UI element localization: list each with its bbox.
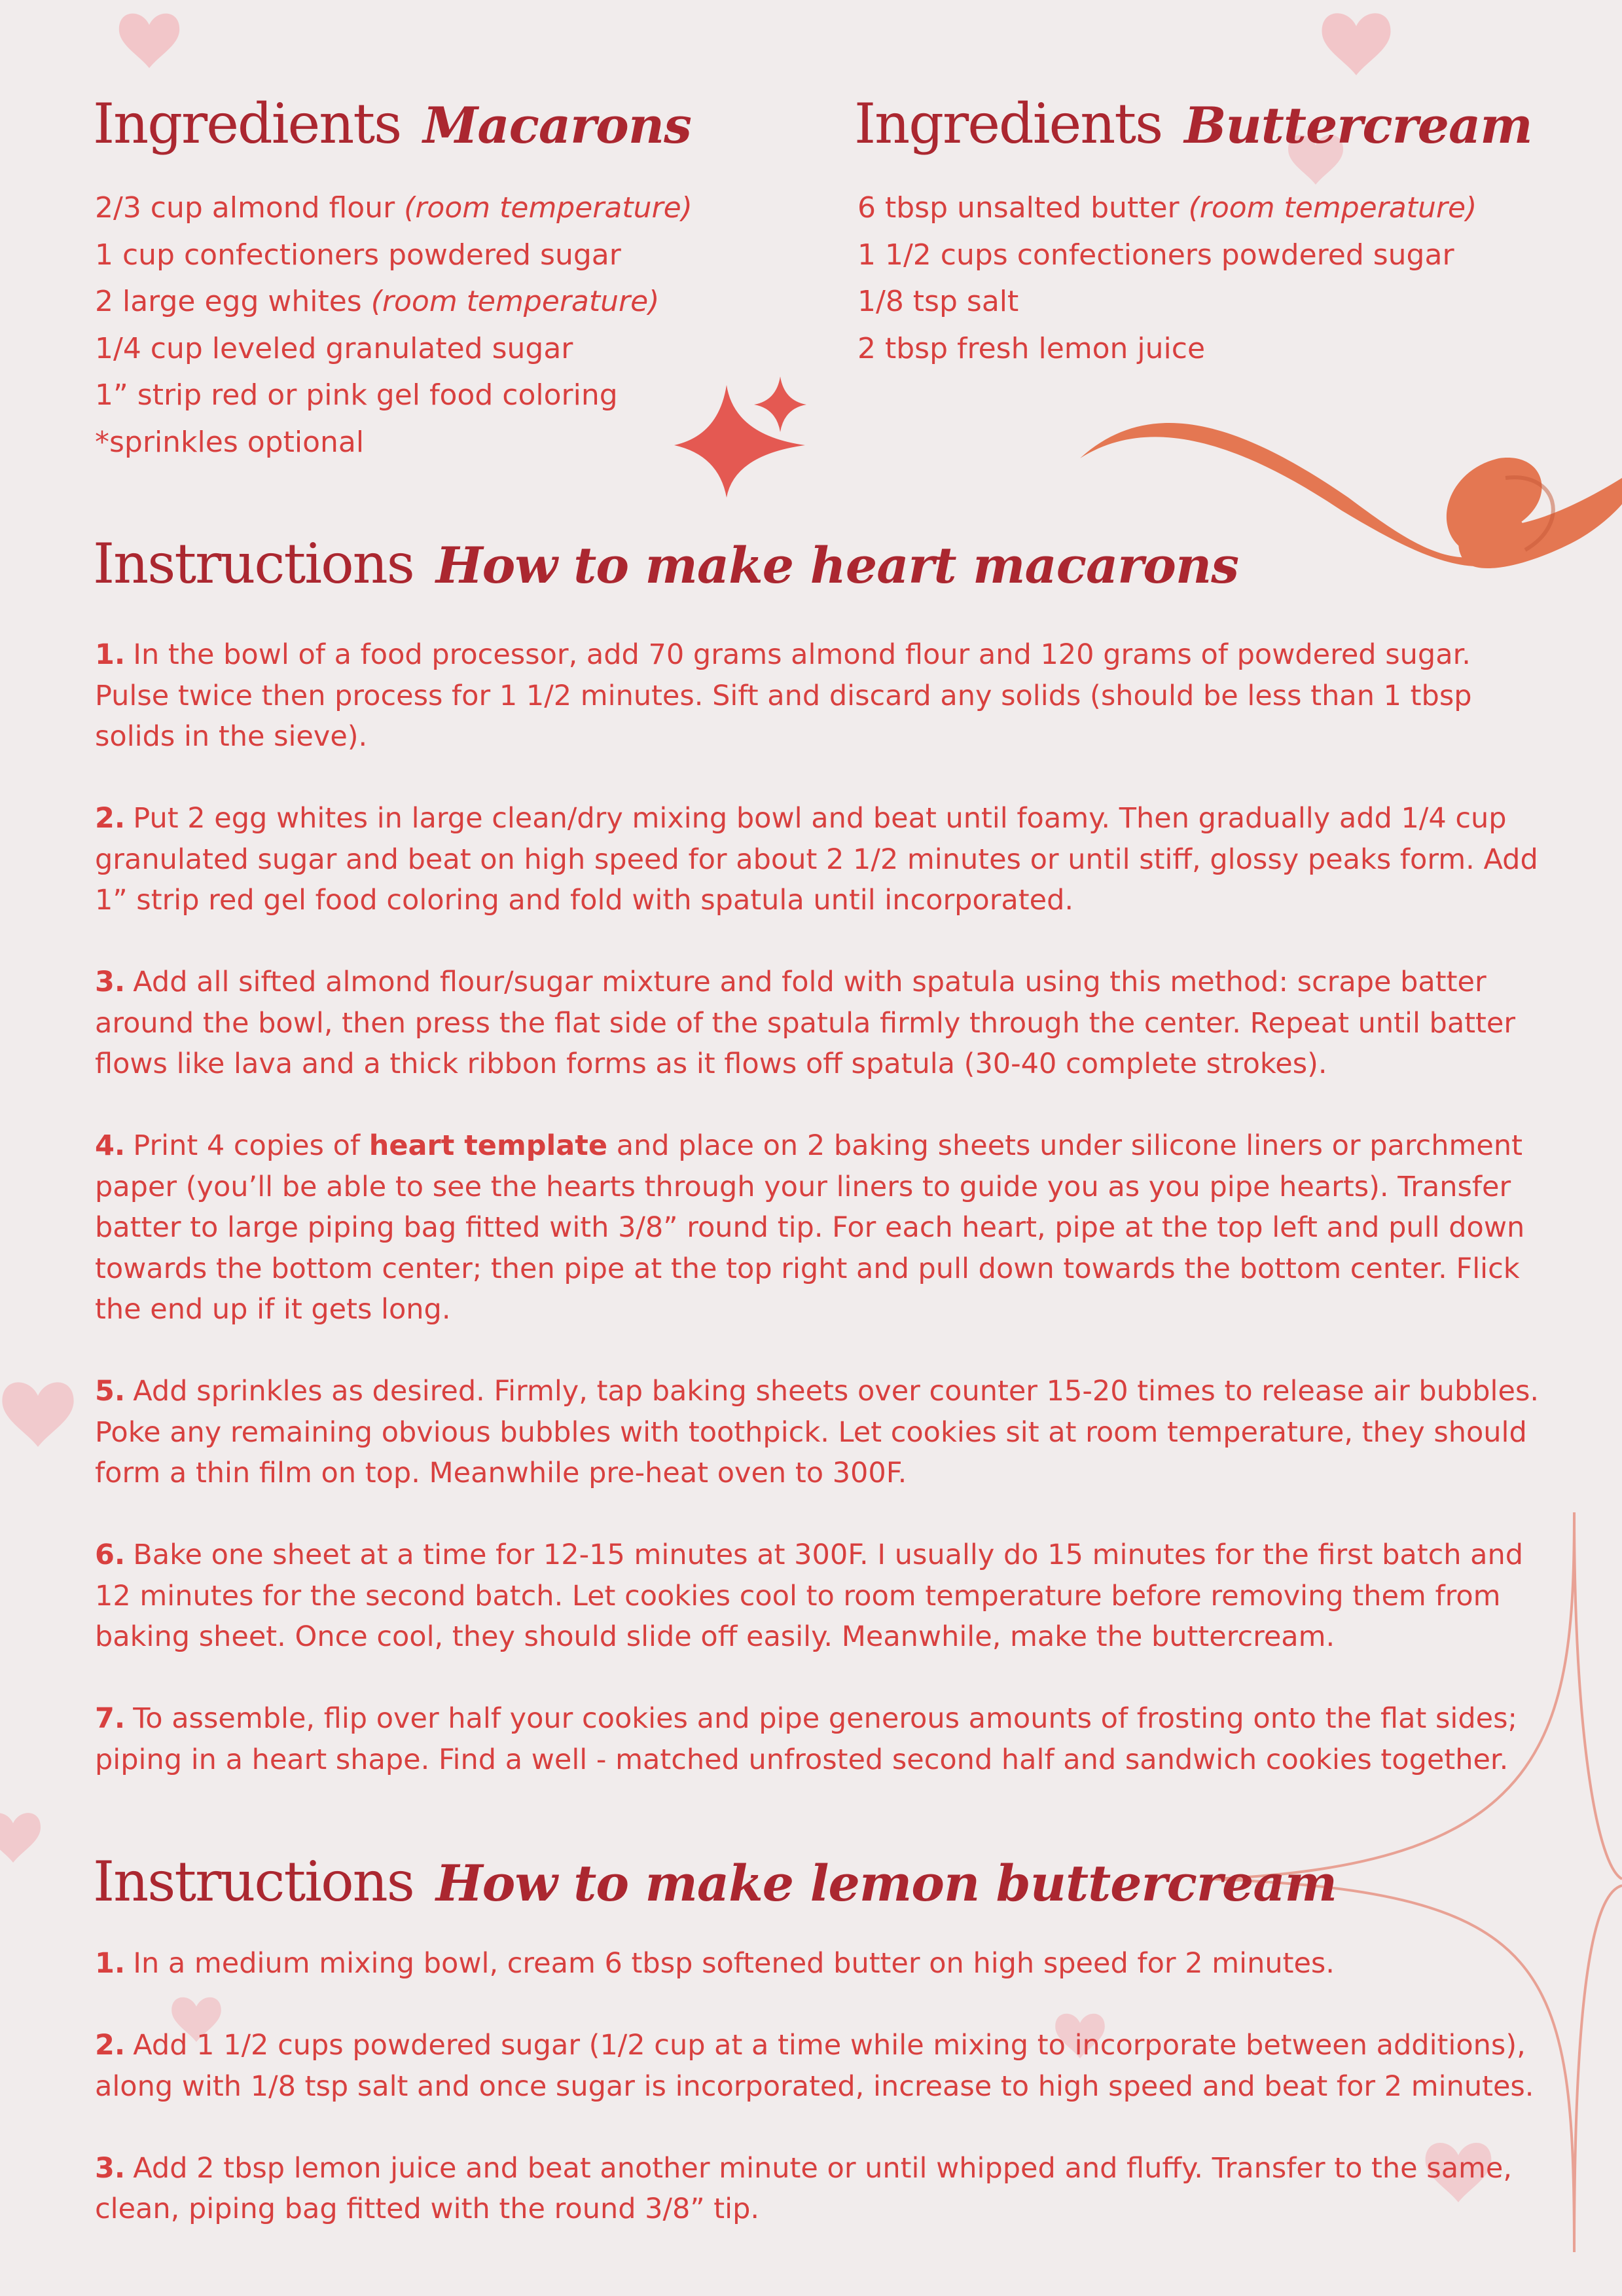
ingredient-item xyxy=(857,185,1477,232)
ingredient-item xyxy=(857,232,1477,279)
macarons-ingredient-list xyxy=(95,185,693,465)
buttercream-ingredients-title: Ingredients xyxy=(854,92,1162,156)
instruction-step xyxy=(95,798,1545,921)
step-text: Bake one sheet at a time for 12-15 minutes at 300F. I usually do 15 minutes for the first batch and 12 minutes for the second batch. Let cookies cool to room temperature before removing them from baking sheet. Once cool, they should slide off easily. Meanwhile, make the buttercream. xyxy=(95,1539,1524,1653)
step-number: 2. xyxy=(95,802,126,835)
ingredient-text: 2 large egg whites xyxy=(95,285,371,318)
instruction-step xyxy=(95,962,1545,1085)
step-number: 2. xyxy=(95,2029,126,2062)
buttercream-instructions-title: Instructions xyxy=(93,1850,414,1914)
instruction-step xyxy=(95,1943,1545,1984)
ingredient-text: 6 tbsp unsalted butter xyxy=(857,191,1189,225)
step-text: Add 2 tbsp lemon juice and beat another minute or until whipped and fluffy. Transfer to the same, clean, piping bag fitted with the round 3/8” tip. xyxy=(95,2151,1513,2225)
step-number: 1. xyxy=(95,638,126,671)
step-text: Add sprinkles as desired. Firmly, tap baking sheets over counter 15-20 times to release air bubbles. Poke any remaining obvious bubbles with toothpick. Let cookies sit at room temperature, they should form a thin film on top. Meanwhile pre-heat oven to 300F. xyxy=(95,1375,1540,1489)
heart-icon xyxy=(0,1813,41,1863)
ingredient-text: 2 tbsp fresh lemon juice xyxy=(857,331,1206,365)
step-text: To assemble, flip over half your cookies and pipe generous amounts of frosting onto the flat sides; piping in a heart shape. Find a well - matched unfrosted second half and sandwich cookies together. xyxy=(95,1702,1517,1776)
heart-icon xyxy=(119,14,179,68)
step-text: Put 2 egg whites in large clean/dry mixing bowl and beat until foamy. Then gradually add 1/4 cup granulated sugar and beat on high speed for about 2 1/2 minutes or until stiff, glossy peaks form. Add 1” strip red gel food coloring and fold with spatula until incorporated. xyxy=(95,802,1538,917)
ingredient-item xyxy=(95,325,693,373)
ingredient-text: 2/3 cup almond flour xyxy=(95,191,405,225)
macaron-instructions-title: Instructions xyxy=(93,532,414,596)
step-number: 3. xyxy=(95,966,126,998)
ingredient-text: 1” strip red or pink gel food coloring xyxy=(95,378,618,412)
macarons-ingredients-title: Ingredients xyxy=(93,92,401,156)
ingredient-item xyxy=(95,185,693,232)
instruction-step xyxy=(95,1535,1545,1658)
heart-template-link[interactable]: heart template xyxy=(369,1129,608,1162)
step-text: and place on 2 baking sheets under silicone liners or parchment paper (you’ll be able to see the hearts through your liners to guide you as you pipe hearts). Transfer batter to large piping bag fitted with 3/8” round tip. For each heart, pipe at the top left and pull down towards the bottom center; then pipe at the top right and pull down towards the bottom center. Flick the end up if it gets long. xyxy=(95,1129,1525,1326)
ingredient-text: 1/4 cup leveled granulated sugar xyxy=(95,331,573,365)
ingredient-text: 1 1/2 cups confectioners powdered sugar xyxy=(857,238,1454,272)
step-number: 4. xyxy=(95,1129,126,1162)
macaron-instructions-subtitle: How to make heart macarons xyxy=(435,536,1239,594)
instruction-step xyxy=(95,634,1545,757)
step-number: 5. xyxy=(95,1375,126,1408)
instruction-step xyxy=(95,1371,1545,1494)
buttercream-ingredients-subtitle: Buttercream xyxy=(1184,96,1532,155)
buttercream-steps xyxy=(95,1943,1545,2230)
ingredient-text: 1/8 tsp salt xyxy=(857,285,1019,318)
ingredient-note: (room temperature) xyxy=(1188,191,1477,225)
instruction-step xyxy=(95,2025,1545,2107)
buttercream-ingredients-heading xyxy=(854,92,1532,156)
step-number: 7. xyxy=(95,1702,126,1735)
ingredient-item xyxy=(95,278,693,325)
step-number: 3. xyxy=(95,2151,126,2185)
instruction-step xyxy=(95,1125,1545,1330)
step-text: Add 1 1/2 cups powdered sugar (1/2 cup at a time while mixing to incorporate between additions), along with 1/8 tsp salt and once sugar is incorporated, increase to high speed and beat for 2 minutes. xyxy=(95,2029,1534,2103)
ingredient-item xyxy=(95,372,693,419)
ingredient-item xyxy=(857,325,1477,373)
macarons-ingredients-heading xyxy=(93,92,691,156)
heart-icon xyxy=(2,1382,73,1447)
sparkle-icon xyxy=(754,376,806,432)
step-number: 6. xyxy=(95,1539,126,1571)
buttercream-ingredient-list xyxy=(857,185,1477,372)
ingredient-item xyxy=(95,232,693,279)
step-text: Print 4 copies of xyxy=(133,1129,369,1162)
step-text: Add all sifted almond flour/sugar mixture and fold with spatula using this method: scrape batter around the bowl, then press the flat side of the spatula firmly through the center. Repeat until batter flows like lava and a thick ribbon forms as it flows off spatula (30-40 complete strokes). xyxy=(95,966,1516,1080)
step-text: In a medium mixing bowl, cream 6 tbsp softened butter on high speed for 2 minutes. xyxy=(133,1947,1335,1980)
buttercream-instructions-subtitle: How to make lemon buttercream xyxy=(435,1854,1337,1912)
heart-icon xyxy=(1322,13,1391,75)
macaron-instructions-heading xyxy=(93,532,1238,596)
macaron-steps xyxy=(95,634,1545,1780)
buttercream-instructions-heading xyxy=(93,1850,1337,1914)
ingredient-text: 1 cup confectioners powdered sugar xyxy=(95,238,621,272)
ingredient-item xyxy=(95,419,693,466)
step-number: 1. xyxy=(95,1947,126,1980)
ingredient-text: *sprinkles optional xyxy=(95,425,365,459)
macarons-ingredients-subtitle: Macarons xyxy=(423,96,691,155)
instruction-step xyxy=(95,1698,1545,1780)
ingredient-item xyxy=(857,278,1477,325)
ingredient-note: (room temperature) xyxy=(370,285,660,318)
step-text: In the bowl of a food processor, add 70 grams almond flour and 120 grams of powdered sugar. Pulse twice then process for 1 1/2 minutes. Sift and discard any solids (should be less than 1 tbsp solids in the sieve). xyxy=(95,638,1472,753)
instruction-step xyxy=(95,2148,1545,2230)
ingredient-note: (room temperature) xyxy=(404,191,693,225)
